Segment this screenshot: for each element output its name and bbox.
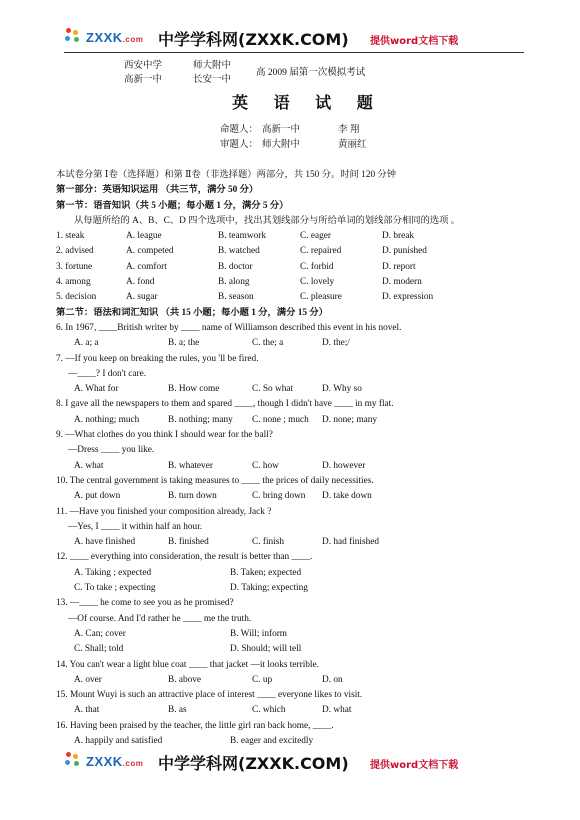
phonetics-row — [56, 229, 536, 244]
question-reply: —Yes, I ____ it within half an hour. — [68, 521, 203, 532]
answer-option[interactable]: B. Taken; expected — [230, 567, 302, 578]
answer-option[interactable]: C. none ; much — [252, 414, 309, 425]
question-stem: 15. Mount Wuyi is such an attractive place of interest ____ everyone likes to visit. — [56, 690, 363, 701]
answer-option[interactable]: A. nothing; much — [74, 414, 140, 425]
question-options — [56, 535, 536, 550]
answer-option[interactable]: A. put down — [74, 491, 121, 502]
question-stem: 6. In 1967, ____British writer by ____ name of Williamson described this event in his novel. — [56, 322, 402, 333]
site-header — [0, 0, 580, 58]
logo-suffix: .com — [122, 35, 144, 44]
exam-body — [56, 168, 536, 749]
answer-option[interactable]: D. however — [322, 460, 366, 471]
site-footer — [0, 740, 580, 780]
answer-option[interactable]: B. a; the — [168, 338, 200, 349]
exam-title: 英 语 试 题 — [232, 93, 383, 112]
phonetics-option[interactable]: A. fond — [126, 277, 155, 288]
question-reply: —Of course. And I'd rather he ____ me the truth. — [68, 613, 252, 624]
answer-option[interactable]: A. a; a — [74, 338, 99, 349]
section1-heading: 第一节：语音知识（共 5 小题；每小题 1 分，满分 5 分） — [56, 200, 289, 211]
reviewer-label: 审题人： — [220, 140, 259, 150]
site-logo — [64, 748, 150, 774]
phonetics-option[interactable]: D. modern — [382, 277, 422, 288]
phonetics-option[interactable]: A. comfort — [126, 261, 167, 272]
phonetics-word: 1. steak — [56, 231, 85, 242]
school-name: 西安中学 — [124, 61, 163, 71]
answer-option[interactable]: A. What for — [74, 384, 119, 395]
answer-option[interactable]: A. happily and satisfied — [74, 735, 163, 746]
phonetics-word: 5. decision — [56, 292, 97, 303]
answer-option[interactable]: D. what — [322, 705, 352, 716]
phonetics-row — [56, 244, 536, 259]
phonetics-option[interactable]: A. league — [126, 231, 162, 242]
question-options — [56, 627, 536, 642]
answer-option[interactable]: D. on — [322, 674, 343, 685]
question-stem: 10. The central government is taking measures to ____ the prices of daily necessities. — [56, 475, 374, 486]
answer-option[interactable]: C. which — [252, 705, 286, 716]
question-reply: —____? I don't care. — [68, 368, 147, 379]
phonetics-option[interactable]: D. expression — [382, 292, 434, 303]
section2-heading: 第二节：语法和词汇知识 （共 15 小题；每小题 1 分，满分 15 分） — [56, 307, 328, 318]
phonetics-option[interactable]: B. along — [218, 277, 250, 288]
answer-option[interactable]: A. that — [74, 705, 100, 716]
phonetics-row — [56, 290, 536, 305]
answer-option[interactable]: D. Why so — [322, 384, 362, 395]
phonetics-option[interactable]: B. watched — [218, 246, 260, 257]
logo-dots-icon — [64, 752, 86, 768]
question-options — [56, 642, 536, 657]
site-logo — [64, 24, 150, 50]
answer-option[interactable]: B. as — [168, 705, 187, 716]
answer-option[interactable]: C. finish — [252, 537, 285, 548]
question-list — [56, 321, 536, 749]
logo-dots-icon — [64, 28, 86, 44]
author-name: 李 翔 — [338, 125, 360, 135]
phonetics-option[interactable]: C. pleasure — [300, 292, 342, 303]
phonetics-option[interactable]: B. season — [218, 292, 254, 303]
answer-option[interactable]: A. what — [74, 460, 104, 471]
answer-option[interactable]: D. Should; will tell — [230, 644, 302, 655]
author-school: 高新一中 — [262, 125, 301, 135]
answer-option[interactable]: C. up — [252, 674, 273, 685]
logo-text: ZXXK — [86, 754, 123, 769]
reviewer-school: 师大附中 — [262, 140, 301, 150]
site-subtitle: 提供word文档下载 — [370, 760, 459, 771]
question-stem: 8. I gave all the newspapers to them and spared ____, though I didn't have ____ in my flat. — [56, 399, 394, 410]
question-options — [56, 566, 536, 581]
school-name: 高新一中 — [124, 75, 163, 85]
phonetics-row — [56, 260, 536, 275]
question-options — [56, 673, 536, 688]
reviewer-name: 黄丽红 — [338, 140, 367, 150]
answer-option[interactable]: B. nothing; many — [168, 414, 233, 425]
answer-option[interactable]: D. the;/ — [322, 338, 350, 349]
answer-option[interactable]: D. none; many — [322, 414, 377, 425]
phonetics-option[interactable]: D. punished — [382, 246, 427, 257]
phonetics-option[interactable]: C. eager — [300, 231, 331, 242]
exam-name: 高 2009 届第一次模拟考试 — [256, 68, 366, 78]
question-options — [56, 703, 536, 718]
answer-option[interactable]: B. Will; inform — [230, 628, 288, 639]
phonetics-word: 4. among — [56, 277, 91, 288]
answer-option[interactable]: B. finished — [168, 537, 209, 548]
answer-option[interactable]: C. bring down — [252, 491, 306, 502]
answer-option[interactable]: B. How come — [168, 384, 220, 395]
answer-option[interactable]: D. take down — [322, 491, 372, 502]
question-stem: 7. —If you keep on breaking the rules, you 'll be fired. — [56, 353, 259, 364]
answer-option[interactable]: A. over — [74, 674, 102, 685]
phonetics-option[interactable]: B. doctor — [218, 261, 253, 272]
phonetics-option[interactable]: A. competed — [126, 246, 174, 257]
school-name: 师大附中 — [193, 61, 232, 71]
phonetics-option[interactable]: D. report — [382, 261, 416, 272]
question-options — [56, 336, 536, 351]
site-title: 中学学科网(ZXXK.COM) — [158, 30, 349, 49]
question-options — [56, 413, 536, 428]
phonetics-word: 3. fortune — [56, 261, 93, 272]
question-stem: 11. —Have you finished your composition already, Jack ? — [56, 506, 272, 517]
question-stem: 16. Having been praised by the teacher, the little girl ran back home, ____. — [56, 720, 334, 731]
answer-option[interactable]: C. So what — [252, 384, 294, 395]
intro-text: 本试卷分第 Ⅰ卷（选择题）和第 Ⅱ卷（非选择题）两部分，共 150 分。时间 120 分钟 — [56, 170, 397, 180]
question-stem: 13. —____ he come to see you as he promised? — [56, 598, 234, 609]
phonetics-list — [56, 229, 536, 305]
logo-suffix: .com — [122, 759, 144, 768]
answer-option[interactable]: B. whatever — [168, 460, 213, 471]
header-divider — [64, 52, 524, 53]
section1-instruction: 从每题所给的 A、B、C、D 四个选项中，找出其划线部分与所给单词的划线部分相同的选项 。 — [74, 215, 461, 226]
part1-heading: 第一部分：英语知识运用 （共三节，满分 50 分） — [56, 185, 259, 196]
phonetics-option[interactable]: C. lovely — [300, 277, 335, 288]
logo-text: ZXXK — [86, 30, 123, 45]
question-stem: 12. ____ everything into consideration, the result is better than ____. — [56, 552, 313, 563]
question-options — [56, 459, 536, 474]
question-options — [56, 581, 536, 596]
question-stem: 14. You can't wear a light blue coat ____ that jacket —it looks terrible. — [56, 659, 319, 670]
question-reply: —Dress ____ you like. — [68, 445, 155, 456]
answer-option[interactable]: C. the; a — [252, 338, 284, 349]
answer-option[interactable]: A. Can; cover — [74, 628, 126, 639]
question-options — [56, 382, 536, 397]
question-stem: 9. —What clothes do you think I should wear for the ball? — [56, 430, 273, 441]
answer-option[interactable]: D. Taking; expecting — [230, 583, 308, 594]
answer-option[interactable]: D. had finished — [322, 537, 380, 548]
phonetics-option[interactable]: C. forbid — [300, 261, 334, 272]
answer-option[interactable]: B. eager and excitedly — [230, 735, 314, 746]
phonetics-option[interactable]: B. teamwork — [218, 231, 267, 242]
question-options — [56, 489, 536, 504]
phonetics-option[interactable]: D. break — [382, 231, 415, 242]
answer-option[interactable]: C. Shall; told — [74, 644, 124, 655]
phonetics-word: 2. advised — [56, 246, 94, 257]
site-title: 中学学科网(ZXXK.COM) — [158, 754, 349, 773]
school-name: 长安一中 — [193, 75, 232, 85]
phonetics-option[interactable]: A. sugar — [126, 292, 158, 303]
phonetics-option[interactable]: C. repaired — [300, 246, 342, 257]
answer-option[interactable]: C. how — [252, 460, 279, 471]
answer-option[interactable]: B. turn down — [168, 491, 217, 502]
answer-option[interactable]: B. above — [168, 674, 202, 685]
answer-option[interactable]: A. Taking ; expected — [74, 567, 152, 578]
answer-option[interactable]: C. To take ; expecting — [74, 583, 156, 594]
site-subtitle: 提供word文档下载 — [370, 36, 459, 47]
answer-option[interactable]: A. have finished — [74, 537, 136, 548]
author-label: 命题人： — [220, 125, 259, 135]
phonetics-row — [56, 275, 536, 290]
